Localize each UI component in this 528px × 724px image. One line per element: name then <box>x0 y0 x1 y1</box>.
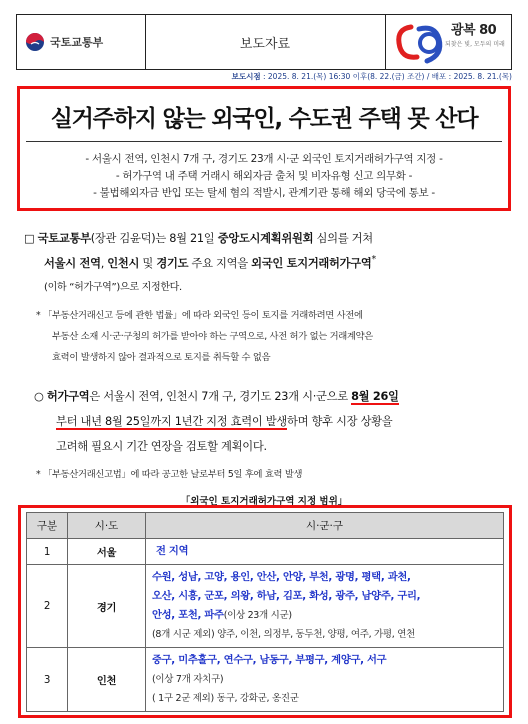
bullet-circle: ○ <box>34 390 47 403</box>
zone-ref: 허가구역 <box>46 390 90 403</box>
para1-line1 <box>24 230 373 246</box>
row-districts <box>146 539 504 565</box>
committee-ref: 중앙도시계획위원회 <box>217 232 314 245</box>
text: , <box>100 256 108 270</box>
col-header-districts: 시·군·구 <box>146 513 504 539</box>
text: (장관 김윤덕)는 8월 21일 <box>90 232 218 245</box>
district-line: 중구, 미추홀구, 연수구, 남동구, 부평구, 계양구, 서구 <box>152 654 387 666</box>
row-region: 인천 <box>68 648 146 712</box>
ministry-name: 국토교통부 <box>50 36 104 49</box>
district-line: 안성, 포천, 파주 <box>152 609 224 621</box>
para2-line1 <box>34 388 399 404</box>
row-number: 2 <box>27 565 68 648</box>
government-emblem-icon <box>25 32 45 52</box>
headline: 실거주하지 않는 외국인, 수도권 주택 못 산다 <box>50 106 478 132</box>
note1-line2: 부동산 소재 시·군·구청의 허가를 받아야 하는 구역으로, 사전 허가 없는 거래계약은 <box>52 331 373 342</box>
text: 은 서울시 전역, 인천시 7개 구, 경기도 23개 시·군으로 <box>89 390 352 403</box>
anniversary-sub: 되찾은 빛, 모두의 미래 <box>445 41 505 48</box>
incheon-ref: 인천시 <box>107 256 140 270</box>
row-districts <box>146 565 504 648</box>
anniversary-text: 광복 80 <box>451 23 497 38</box>
district-line: 전 지역 <box>156 545 189 557</box>
row-region: 서울 <box>68 539 146 565</box>
table-row <box>27 539 504 565</box>
row-districts <box>146 648 504 712</box>
table-header-row <box>27 513 504 539</box>
district-line: 수원, 성남, 고양, 용인, 안산, 안양, 부천, 광명, 평택, 과천, <box>152 571 411 583</box>
excluded-districts: (8개 시군 제외) 양주, 이천, 의정부, 동두천, 양평, 여주, 가평, 연천 <box>152 629 415 640</box>
para1-line2 <box>44 254 376 271</box>
embargo-label: 보도시점 <box>231 72 261 81</box>
district-line: 오산, 시흥, 군포, 의왕, 하남, 김포, 화성, 광주, 남양주, 구리, <box>152 590 421 602</box>
bullet-square: □ <box>24 232 38 245</box>
ministry-logo <box>25 32 103 52</box>
row-number: 1 <box>27 539 68 565</box>
doc-type: 보도자료 <box>239 37 291 52</box>
start-date: 8월 26일 <box>351 390 399 403</box>
col-header-no: 구분 <box>27 513 68 539</box>
excluded-districts: ( 1구 2군 제외) 동구, 강화군, 옹진군 <box>152 693 299 704</box>
text: 심의를 거쳐 <box>313 232 373 245</box>
table-caption: 「외국인 토지거래허가구역 지정 범위」 <box>180 496 348 507</box>
header-box <box>16 14 512 70</box>
subtitle-3: - 불법해외자금 반입 또는 탈세 혐의 적발시, 관계기관 통해 해외 당국에 통보 - <box>93 187 435 199</box>
text: 하며 향후 시장 상황을 <box>287 415 393 428</box>
subtitle-2: - 허가구역 내 주택 거래시 해외자금 출처 및 비자유형 신고 의무화 - <box>115 170 413 182</box>
note2: * 「부동산거래신고법」에 따라 공고한 날로부터 5일 후에 효력 발생 <box>36 469 303 480</box>
zone-ref: 외국인 토지거래허가구역 <box>251 256 372 270</box>
note1-line1: * 「부동산거래신고 등에 관한 법률」에 따라 외국인 등이 토지를 거래하려면 사전에 <box>36 310 363 321</box>
title-divider <box>26 141 502 142</box>
gyeonggi-ref: 경기도 <box>156 256 189 270</box>
zone-table <box>26 512 504 712</box>
row-number: 3 <box>27 648 68 712</box>
note1-line3: 효력이 발생하지 않아 결과적으로 토지를 취득할 수 없음 <box>52 352 271 363</box>
table-row <box>27 565 504 648</box>
text: 주요 지역을 <box>188 256 252 270</box>
effective-period: 부터 내년 8월 25일까지 1년간 지정 효력이 발생 <box>56 415 288 428</box>
col-header-region: 시·도 <box>68 513 146 539</box>
para2-line2 <box>56 413 392 429</box>
row-region: 경기 <box>68 565 146 648</box>
para2-line3: 고려해 필요시 기간 연장을 검토할 계획이다. <box>56 440 267 453</box>
text: 및 <box>139 256 157 270</box>
subtitle-1: - 서울시 전역, 인천시 7개 구, 경기도 23개 시·군 외국인 토지거래허가구역 지정 - <box>85 153 443 165</box>
embargo-line <box>232 71 512 82</box>
embargo-time: : 2025. 8. 21.(목) 16:30 이후(8. 22.(금) 조간) / 배포 : 2025. 8. 21.(목) <box>260 72 512 81</box>
seoul-ref: 서울시 전역 <box>44 256 101 270</box>
district-count: (이상 23개 시군) <box>223 610 292 621</box>
table-row <box>27 648 504 712</box>
ministry-ref: 국토교통부 <box>37 232 91 245</box>
para1-line3: (이하 “허가구역”)으로 지정한다. <box>44 282 182 293</box>
district-count: (이상 7개 자치구) <box>152 674 224 685</box>
footnote-mark: * <box>371 254 376 265</box>
